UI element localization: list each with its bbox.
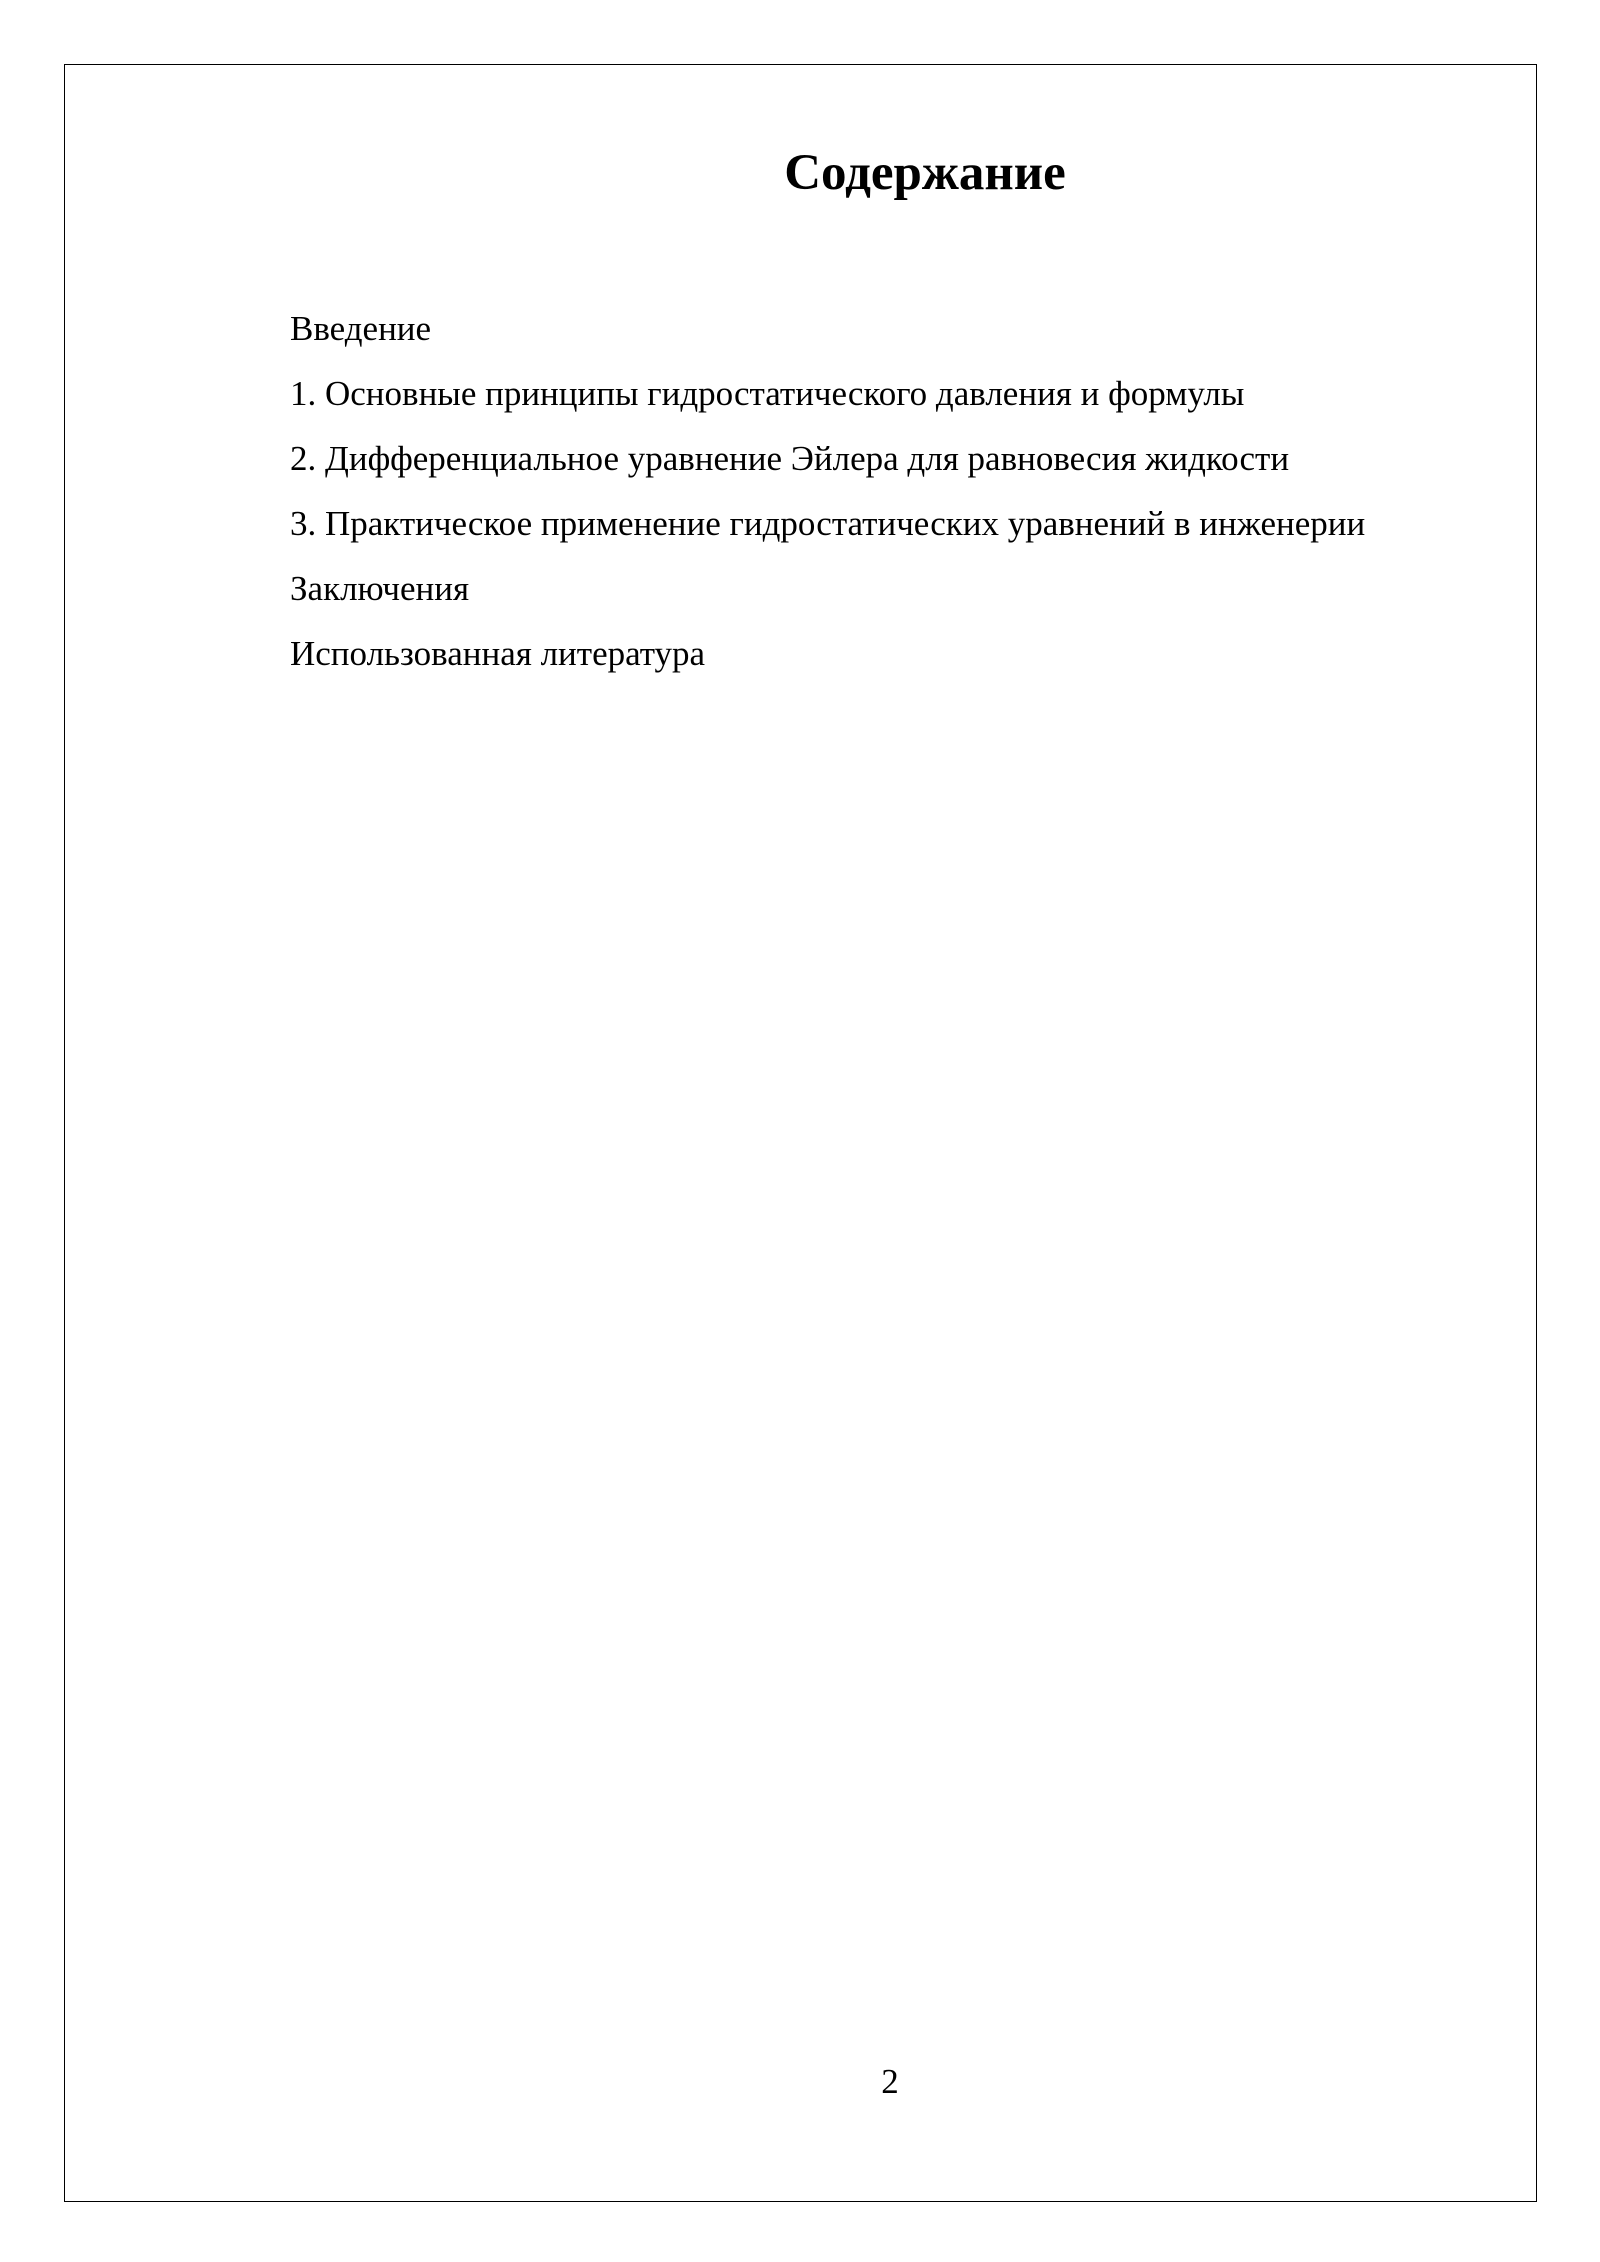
table-of-contents bbox=[290, 296, 1365, 686]
toc-item-section-1: 1. Основные принципы гидростатического давления и формулы bbox=[290, 374, 1245, 413]
toc-item-conclusions: Заключения bbox=[290, 569, 470, 608]
toc-item-introduction: Введение bbox=[290, 309, 432, 348]
page-number: 2 bbox=[881, 2062, 899, 2101]
toc-item-section-2: 2. Дифференциальное уравнение Эйлера для равновесия жидкости bbox=[290, 439, 1290, 478]
toc-item-section-3: 3. Практическое применение гидростатических уравнений в инженерии bbox=[290, 504, 1366, 543]
toc-item-references: Использованная литература bbox=[290, 634, 706, 673]
page-title: Содержание bbox=[784, 145, 1066, 201]
